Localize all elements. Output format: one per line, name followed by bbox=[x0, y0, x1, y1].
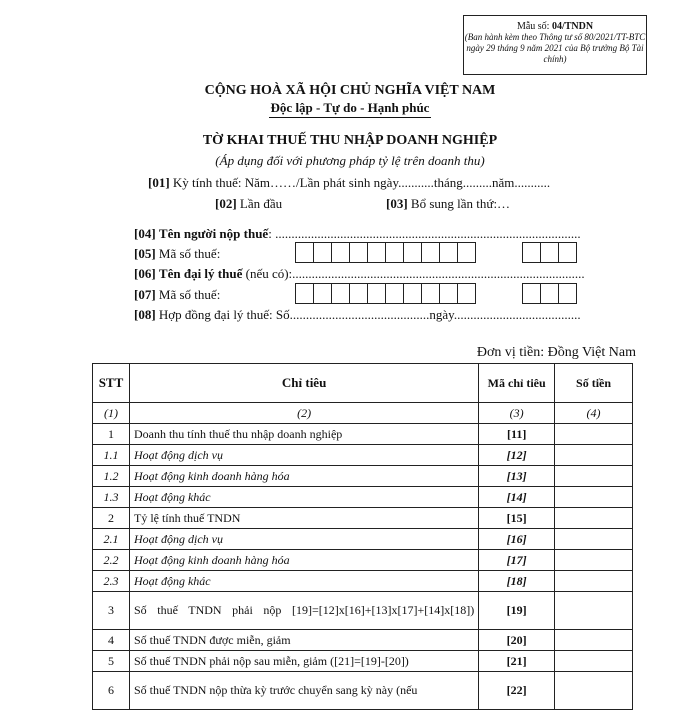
row-amount[interactable] bbox=[555, 630, 633, 651]
row-label: Doanh thu tính thuế thu nhập doanh nghiệp bbox=[129, 424, 478, 445]
field-04-dots: : .............................................................................................. bbox=[268, 226, 581, 241]
row-amount[interactable] bbox=[555, 445, 633, 466]
table-row bbox=[93, 672, 633, 710]
tax-id-cells-main[interactable] bbox=[296, 242, 476, 263]
table-row bbox=[93, 508, 633, 529]
table-row bbox=[93, 651, 633, 672]
row-stt: 4 bbox=[93, 630, 130, 651]
field-01-text: Kỳ tính thuế: Năm……/Lần phát sinh ngày...........tháng.........năm........... bbox=[172, 175, 551, 190]
tax-id-cells-branch[interactable] bbox=[523, 242, 577, 263]
form-code: 04/TNDN bbox=[551, 21, 594, 32]
field-05-label: Mã số thuế: bbox=[158, 246, 221, 261]
table-row bbox=[93, 466, 633, 487]
index-cell: (4) bbox=[555, 403, 633, 424]
field-06[interactable] bbox=[134, 266, 585, 282]
form-title: TỜ KHAI THUẾ THU NHẬP DOANH NGHIỆP bbox=[202, 133, 498, 148]
row-stt: 1.2 bbox=[93, 466, 130, 487]
row-code: [16] bbox=[479, 529, 555, 550]
row-stt: 1 bbox=[93, 424, 130, 445]
field-01-code: [01] bbox=[148, 175, 170, 190]
field-08-text: Hợp đồng đại lý thuế: Số...........................................ngày....................................... bbox=[158, 307, 581, 322]
row-stt: 2 bbox=[93, 508, 130, 529]
field-02-code: [02] bbox=[215, 196, 237, 211]
form-code-label: Mẫu số: bbox=[516, 21, 550, 32]
row-label: Hoạt động kinh doanh hàng hóa bbox=[129, 550, 478, 571]
motto-text: Độc lập - Tự do - Hạnh phúc bbox=[269, 100, 432, 118]
row-label: Hoạt động dịch vụ bbox=[129, 529, 478, 550]
field-05-code: [05] bbox=[134, 246, 156, 261]
row-label: Hoạt động dịch vụ bbox=[129, 445, 478, 466]
row-code: [15] bbox=[479, 508, 555, 529]
row-stt: 3 bbox=[93, 592, 130, 630]
field-02[interactable] bbox=[215, 196, 282, 212]
index-cell: (2) bbox=[129, 403, 478, 424]
row-code: [14] bbox=[479, 487, 555, 508]
form-code-box bbox=[463, 15, 647, 75]
field-06-rest: (nếu có):.......................................................................................... bbox=[245, 266, 585, 281]
row-amount[interactable] bbox=[555, 487, 633, 508]
row-code: [21] bbox=[479, 651, 555, 672]
table-index-row bbox=[93, 403, 633, 424]
table-row bbox=[93, 592, 633, 630]
row-label: Tỷ lệ tính thuế TNDN bbox=[129, 508, 478, 529]
motto bbox=[0, 100, 700, 118]
row-code: [20] bbox=[479, 630, 555, 651]
form-subtitle: (Áp dụng đối với phương pháp tỷ lệ trên doanh thu) bbox=[215, 153, 485, 168]
field-06-label: Tên đại lý thuế bbox=[158, 266, 243, 281]
row-stt: 2.1 bbox=[93, 529, 130, 550]
table-row bbox=[93, 424, 633, 445]
currency-unit: Đơn vị tiền: Đồng Việt Nam bbox=[476, 345, 636, 360]
header-stt: STT bbox=[93, 364, 130, 403]
field-03-text: Bổ sung lần thứ:… bbox=[410, 196, 511, 211]
row-code: [22] bbox=[479, 672, 555, 710]
field-05 bbox=[134, 246, 220, 262]
field-03[interactable] bbox=[386, 196, 510, 212]
field-07-label: Mã số thuế: bbox=[158, 287, 221, 302]
row-code: [11] bbox=[479, 424, 555, 445]
row-code: [13] bbox=[479, 466, 555, 487]
agent-tax-id-cells-main[interactable] bbox=[296, 283, 476, 304]
table-row bbox=[93, 529, 633, 550]
row-amount[interactable] bbox=[555, 529, 633, 550]
field-04-label: Tên người nộp thuế bbox=[158, 226, 269, 241]
row-stt: 6 bbox=[93, 672, 130, 710]
form-note: (Ban hành kèm theo Thông tư số 80/2021/TT-BTC ngày 29 tháng 9 năm 2021 của Bộ trưởng Bộ Tài chính) bbox=[464, 32, 646, 64]
row-amount[interactable] bbox=[555, 592, 633, 630]
table-row bbox=[93, 487, 633, 508]
row-label: Hoạt động khác bbox=[129, 571, 478, 592]
row-label: Số thuế TNDN được miễn, giảm bbox=[129, 630, 478, 651]
table-row bbox=[93, 550, 633, 571]
field-03-code: [03] bbox=[386, 196, 408, 211]
row-amount[interactable] bbox=[555, 651, 633, 672]
row-code: [19] bbox=[479, 592, 555, 630]
table-row bbox=[93, 571, 633, 592]
header-criteria: Chỉ tiêu bbox=[129, 364, 478, 403]
header-code: Mã chỉ tiêu bbox=[479, 364, 555, 403]
field-06-code: [06] bbox=[134, 266, 156, 281]
header-amount: Số tiền bbox=[555, 364, 633, 403]
field-04[interactable] bbox=[134, 226, 581, 242]
row-amount[interactable] bbox=[555, 424, 633, 445]
index-cell: (3) bbox=[479, 403, 555, 424]
row-label: Hoạt động khác bbox=[129, 487, 478, 508]
row-stt: 2.3 bbox=[93, 571, 130, 592]
agent-tax-id-cells-branch[interactable] bbox=[523, 283, 577, 304]
row-stt: 2.2 bbox=[93, 550, 130, 571]
table-row bbox=[93, 445, 633, 466]
table-row bbox=[93, 630, 633, 651]
row-stt: 5 bbox=[93, 651, 130, 672]
row-code: [18] bbox=[479, 571, 555, 592]
field-08-code: [08] bbox=[134, 307, 156, 322]
row-amount[interactable] bbox=[555, 508, 633, 529]
row-amount[interactable] bbox=[555, 672, 633, 710]
field-01 bbox=[148, 175, 550, 191]
field-07-code: [07] bbox=[134, 287, 156, 302]
field-08[interactable] bbox=[134, 307, 581, 323]
row-amount[interactable] bbox=[555, 571, 633, 592]
field-07 bbox=[134, 287, 220, 303]
nation-heading: CỘNG HOÀ XÃ HỘI CHỦ NGHĨA VIỆT NAM bbox=[204, 83, 496, 98]
index-cell: (1) bbox=[93, 403, 130, 424]
row-stt: 1.3 bbox=[93, 487, 130, 508]
table-header-row bbox=[93, 364, 633, 403]
field-02-text: Lần đầu bbox=[239, 196, 283, 211]
row-amount[interactable] bbox=[555, 550, 633, 571]
row-label: Hoạt động kinh doanh hàng hóa bbox=[129, 466, 478, 487]
row-amount[interactable] bbox=[555, 466, 633, 487]
row-code: [17] bbox=[479, 550, 555, 571]
row-label: Số thuế TNDN phải nộp sau miễn, giảm ([21]=[19]-[20]) bbox=[129, 651, 478, 672]
row-stt: 1.1 bbox=[93, 445, 130, 466]
row-label: Số thuế TNDN phải nộp [19]=[12]x[16]+[13]x[17]+[14]x[18]) bbox=[129, 592, 478, 630]
row-label: Số thuế TNDN nộp thừa kỳ trước chuyển sang kỳ này (nếu bbox=[129, 672, 478, 710]
row-code: [12] bbox=[479, 445, 555, 466]
field-04-code: [04] bbox=[134, 226, 156, 241]
tax-table bbox=[92, 363, 633, 710]
